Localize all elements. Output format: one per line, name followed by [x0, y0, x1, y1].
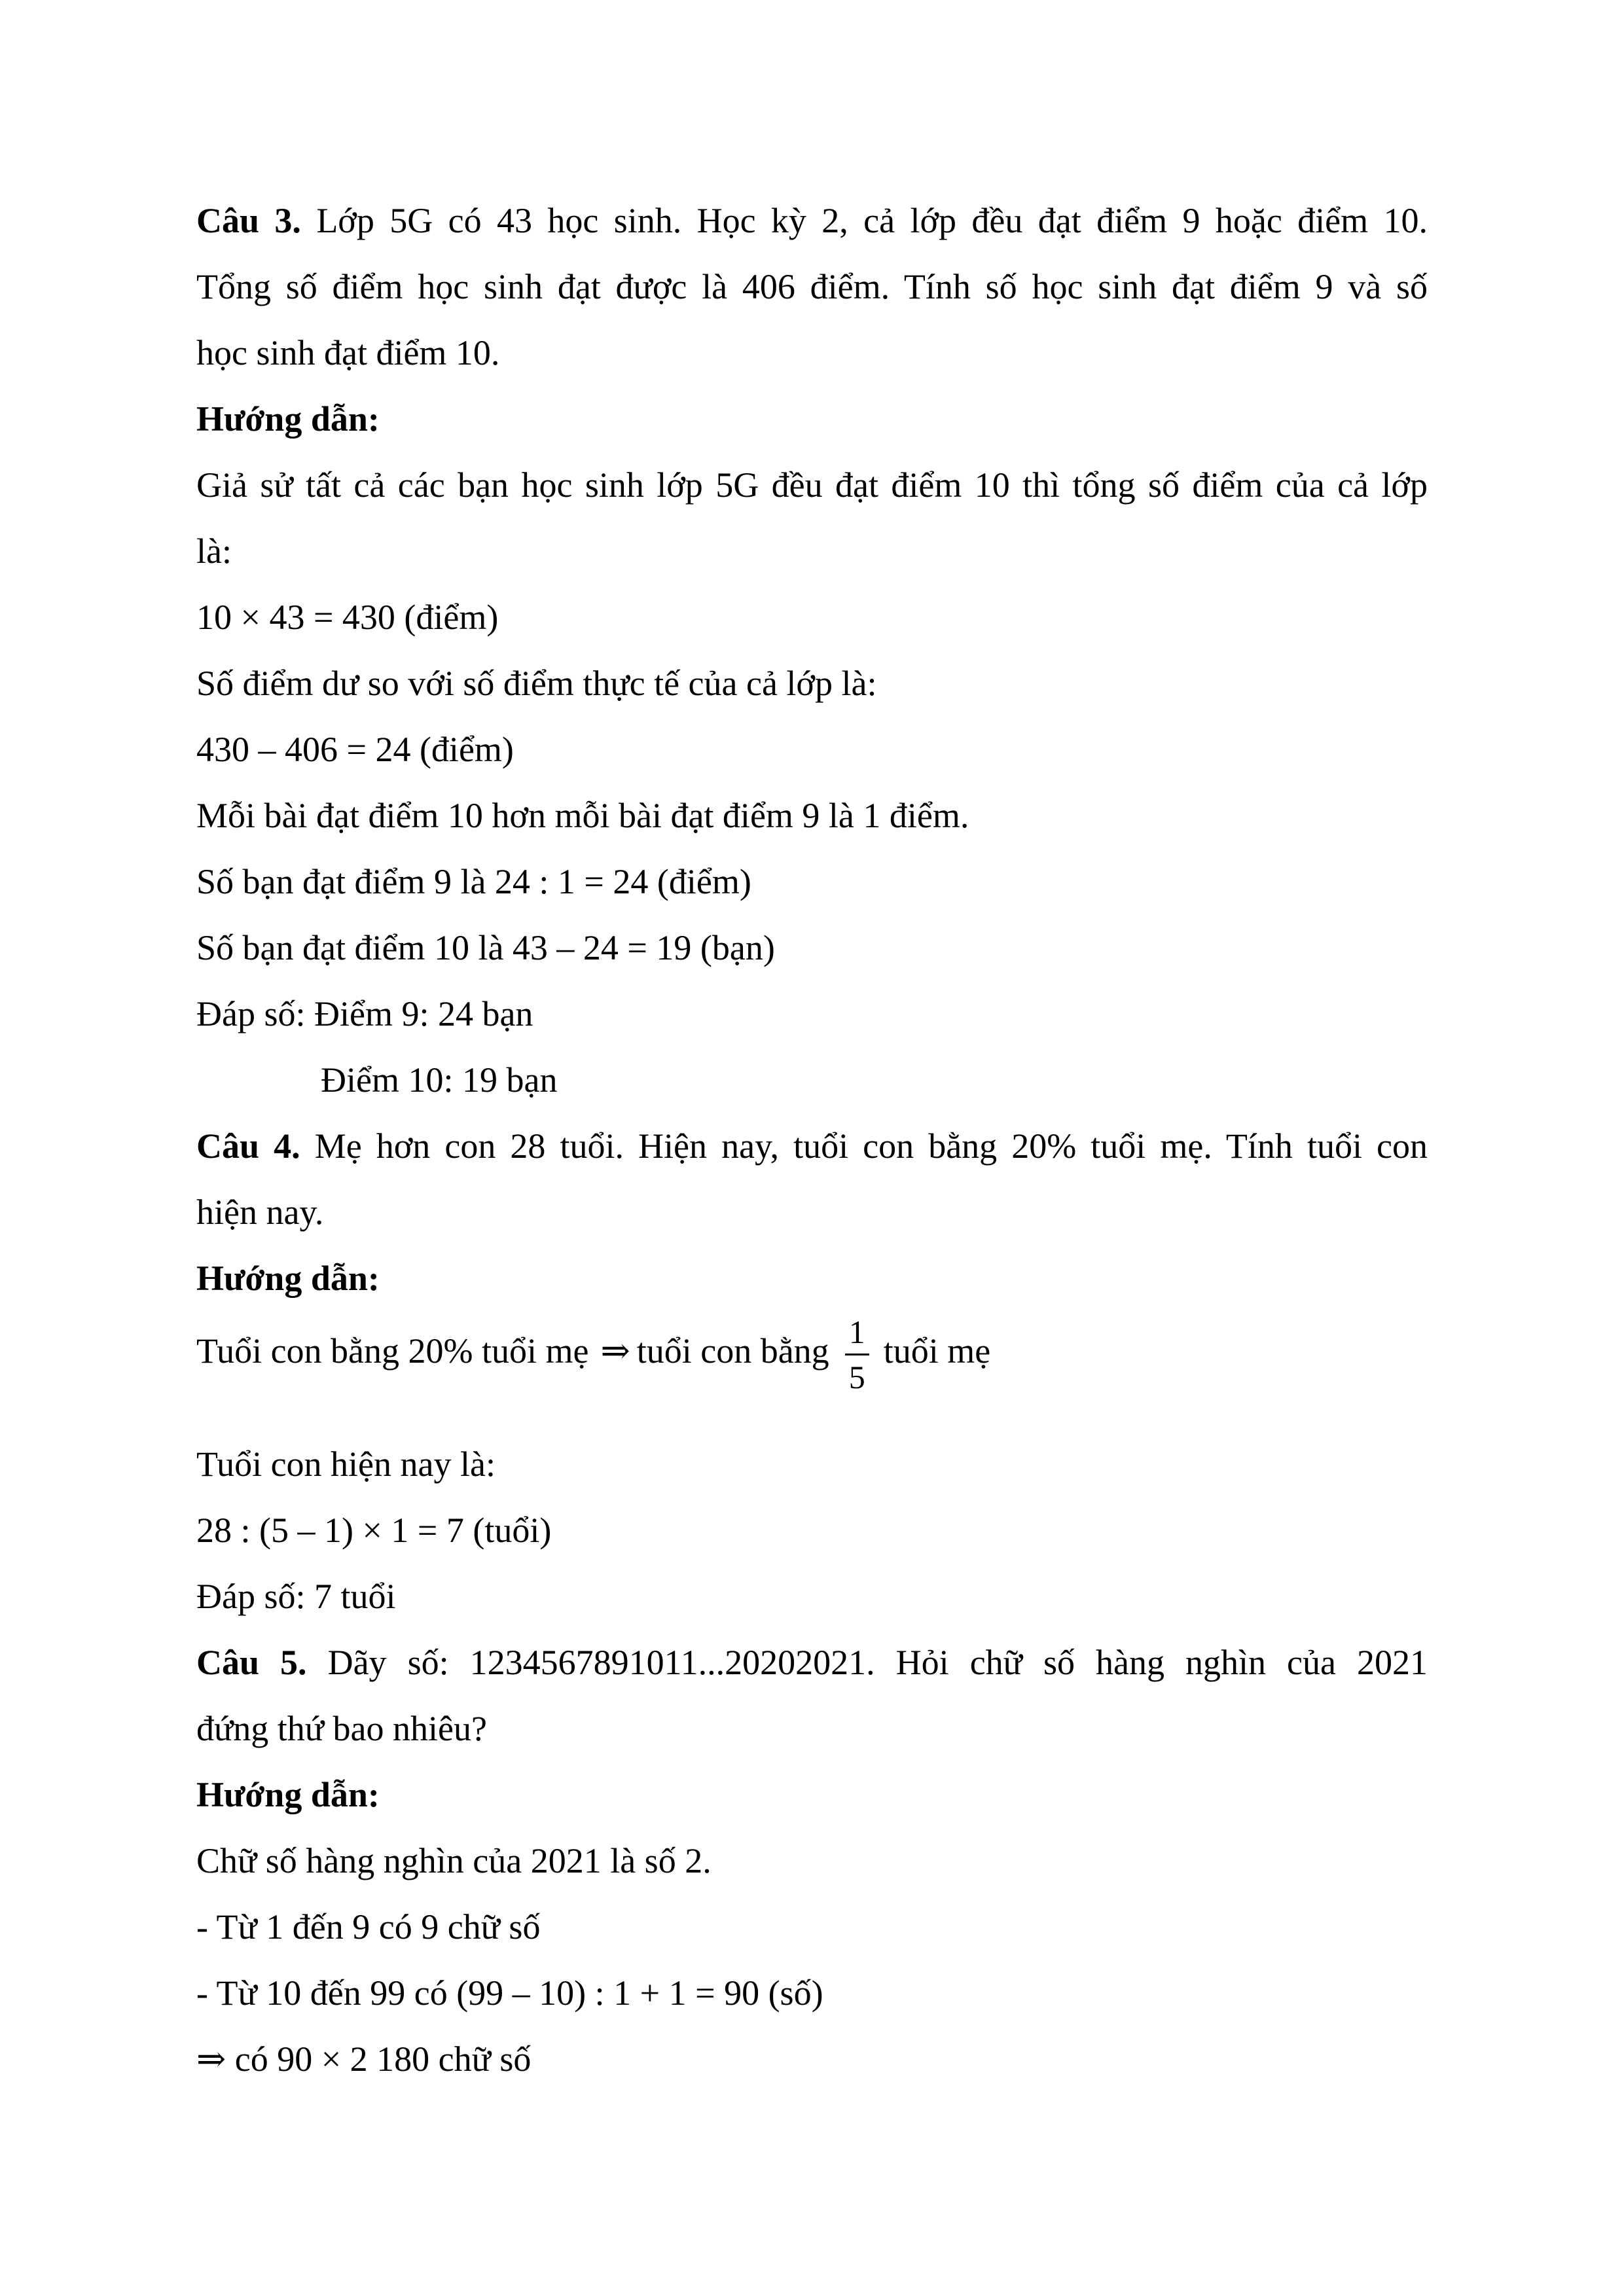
q3-step-6: Số bạn đạt điểm 9 là 24 : 1 = 24 (điểm)	[196, 862, 751, 901]
q3-step-4: 430 – 406 = 24 (điểm)	[196, 730, 514, 769]
q3-step-2: 10 × 43 = 430 (điểm)	[196, 598, 499, 637]
fraction-numerator: 1	[845, 1316, 869, 1355]
q4-answer: Đáp số: 7 tuổi	[196, 1577, 396, 1616]
q3-prompt-line-1: Câu 3. Lớp 5G có 43 học sinh. Học kỳ 2, cả lớp đều đạt điểm 9 hoặc điểm 10.	[196, 201, 1428, 240]
q4-step-1: Tuổi con bằng 20% tuổi mẹ ⇒ tuổi con bằng $\frac{1}{5}$ tuổi mẹ	[196, 1314, 991, 1395]
q4-guide-heading: Hướng dẫn:	[196, 1259, 380, 1298]
q3-step-7: Số bạn đạt điểm 10 là 43 – 24 = 19 (bạn)	[196, 928, 775, 967]
q5-step-2: - Từ 1 đến 9 có 9 chữ số	[196, 1907, 541, 1946]
fraction-one-fifth	[845, 1316, 869, 1393]
q4-prompt-line-1: Câu 4. Mẹ hơn con 28 tuổi. Hiện nay, tuổi con bằng 20% tuổi mẹ. Tính tuổi con	[196, 1126, 1428, 1166]
q3-answer-2: Điểm 10: 19 bạn	[321, 1060, 558, 1100]
q5-step-1: Chữ số hàng nghìn của 2021 là số 2.	[196, 1841, 712, 1880]
q5-step-4: ⇒ có 90 × 2 180 chữ số	[196, 2039, 532, 2079]
q5-prompt-line-1: Câu 5. Dãy số: 1234567891011...20202021. Hỏi chữ số hàng nghìn của 2021	[196, 1643, 1428, 1682]
q3-step-1b: là:	[196, 531, 232, 571]
q4-label: Câu 4.	[196, 1126, 300, 1166]
q3-step-1a: Giả sử tất cả các bạn học sinh lớp 5G đều đạt điểm 10 thì tổng số điểm của cả lớp	[196, 465, 1428, 505]
q3-prompt-line-2: Tổng số điểm học sinh đạt được là 406 điểm. Tính số học sinh đạt điểm 9 và số	[196, 267, 1428, 306]
q3-prompt-line-3: học sinh đạt điểm 10.	[196, 333, 500, 372]
q4-step-3: 28 : (5 – 1) × 1 = 7 (tuổi)	[196, 1511, 552, 1550]
q5-step-3: - Từ 10 đến 99 có (99 – 10) : 1 + 1 = 90 (số)	[196, 1973, 823, 2013]
q3-step-5: Mỗi bài đạt điểm 10 hơn mỗi bài đạt điểm 9 là 1 điểm.	[196, 796, 969, 835]
q5-label: Câu 5.	[196, 1643, 307, 1682]
implies-arrow-icon: ⇒	[600, 1331, 630, 1371]
q5-guide-heading: Hướng dẫn:	[196, 1775, 380, 1814]
q4-prompt-line-2: hiện nay.	[196, 1193, 324, 1232]
q3-label: Câu 3.	[196, 201, 301, 240]
implies-arrow-icon: ⇒	[196, 2039, 226, 2079]
fraction-denominator: 5	[848, 1359, 865, 1395]
q5-prompt-line-2: đứng thứ bao nhiêu?	[196, 1709, 487, 1748]
q3-guide-heading: Hướng dẫn:	[196, 399, 380, 439]
q4-step-2: Tuổi con hiện nay là:	[196, 1444, 496, 1484]
q3-step-3: Số điểm dư so với số điểm thực tế của cả lớp là:	[196, 664, 877, 703]
q3-answer-1: Đáp số: Điểm 9: 24 bạn	[196, 994, 533, 1033]
